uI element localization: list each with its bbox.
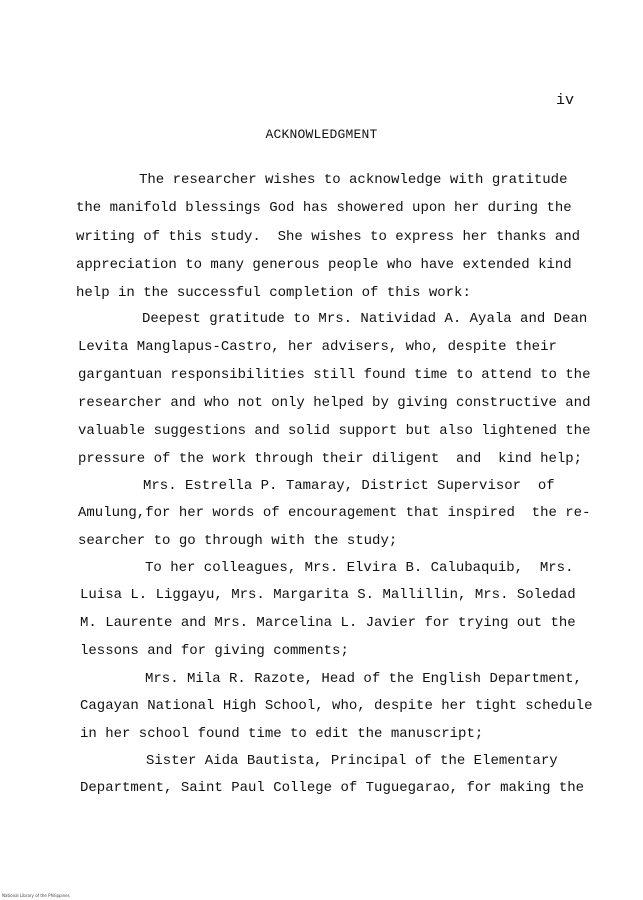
text-line: Amulung,for her words of encouragement that inspired the re- <box>78 505 591 521</box>
text-line: the manifold blessings God has showered upon her during the <box>76 200 572 216</box>
text-line: valuable suggestions and solid support but also lightened the <box>78 423 591 439</box>
text-line: lessons and for giving comments; <box>80 643 349 659</box>
text-line: Mrs. Estrella P. Tamaray, District Supervisor of <box>143 478 555 494</box>
text-line: Luisa L. Liggayu, Mrs. Margarita S. Mallillin, Mrs. Soledad <box>80 587 576 603</box>
text-line: Sister Aida Bautista, Principal of the Elementary <box>146 753 558 769</box>
text-line: help in the successful completion of this work: <box>76 285 471 301</box>
archive-footer: National Library of the Philippines <box>2 893 70 898</box>
text-line: Deepest gratitude to Mrs. Natividad A. Ayala and Dean <box>142 311 588 327</box>
text-line: gargantuan responsibilities still found time to attend to the <box>78 367 591 383</box>
text-line: Levita Manglapus-Castro, her advisers, who, despite their <box>78 339 557 355</box>
text-line: Mrs. Mila R. Razote, Head of the English Department, <box>145 671 582 687</box>
page-title: ACKNOWLEDGMENT <box>265 127 378 142</box>
text-line: Department, Saint Paul College of Tuguegarao, for making the <box>80 780 585 796</box>
text-line: pressure of the work through their diligent and kind help; <box>78 451 583 467</box>
text-line: in her school found time to edit the manuscript; <box>80 726 484 742</box>
text-line: writing of this study. She wishes to express her thanks and <box>76 229 581 245</box>
text-line: appreciation to many generous people who have extended kind <box>76 257 572 273</box>
text-line: Cagayan National High School, who, despite her tight schedule <box>80 698 593 714</box>
text-line: M. Laurente and Mrs. Marcelina L. Javier for trying out the <box>80 615 576 631</box>
page-number: iv <box>556 92 575 109</box>
text-line: researcher and who not only helped by giving constructive and <box>78 395 591 411</box>
text-line: The researcher wishes to acknowledge with gratitude <box>139 172 568 188</box>
text-line: searcher to go through with the study; <box>78 533 398 549</box>
text-line: To her colleagues, Mrs. Elvira B. Calubaquib, Mrs. <box>145 560 574 576</box>
